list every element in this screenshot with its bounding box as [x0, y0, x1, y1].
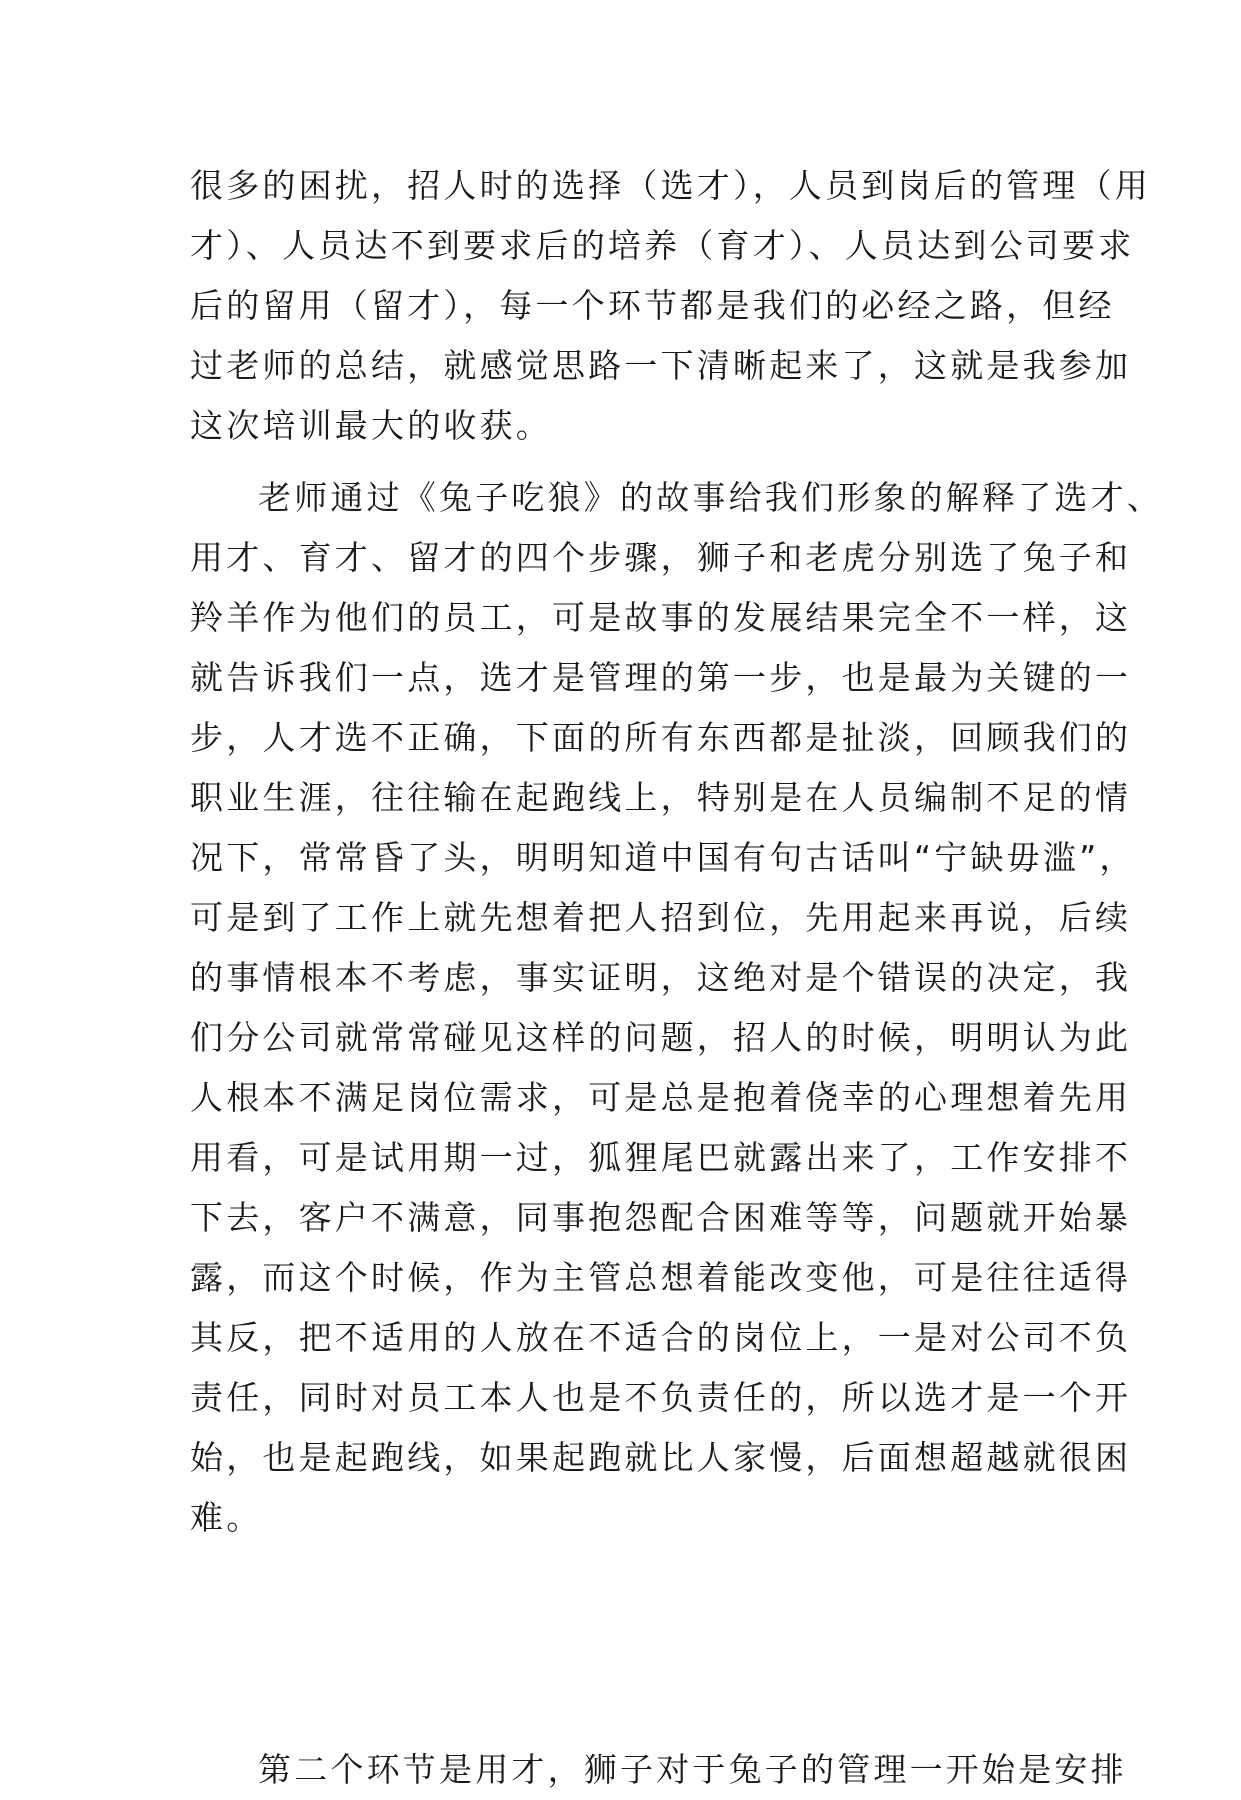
text-line: 职业生涯，往往输在起跑线上，特别是在人员编制不足的情: [190, 778, 1132, 817]
text-line: 步，人才选不正确，下面的所有东西都是扯淡，回顾我们的: [190, 718, 1132, 757]
text-line: 难。: [190, 1498, 263, 1537]
text-line: 可是到了工作上就先想着把人招到位，先用起来再说，后续: [190, 898, 1132, 937]
paragraph-1: [190, 156, 1151, 456]
text-line: 用看，可是试用期一过，狐狸尾巴就露出来了，工作安排不: [190, 1138, 1132, 1177]
text-line: 的事情根本不考虑，事实证明，这绝对是个错误的决定，我: [190, 958, 1132, 997]
paragraph-2: [190, 468, 1163, 1728]
document-body: [190, 156, 1163, 1800]
paragraph-3: [190, 1740, 1127, 1800]
text-line: 才）、人员达不到要求后的培养（育才）、人员达到公司要求: [190, 226, 1135, 265]
text-line: 就告诉我们一点，选才是管理的第一步，也是最为关键的一: [190, 658, 1132, 697]
text-line: 这次培训最大的收获。: [190, 406, 552, 445]
text-line: 老师通过《兔子吃狼》的故事给我们形象的解释了选才、: [258, 478, 1163, 517]
text-line: 下去，客户不满意，同事抱怨配合困难等等，问题就开始暴: [190, 1198, 1132, 1237]
text-line: 露，而这个时候，作为主管总想着能改变他，可是往往适得: [190, 1258, 1132, 1297]
text-line: 人根本不满足岗位需求，可是总是抱着侥幸的心理想着先用: [190, 1078, 1132, 1117]
text-line: [190, 1608, 1050, 1668]
text-line: 始，也是起跑线，如果起跑就比人家慢，后面想超越就很困: [190, 1438, 1132, 1477]
text-line: [190, 1548, 1050, 1608]
text-line: 况下，常常昏了头，明明知道中国有句古话叫“宁缺毋滥”，: [190, 838, 1136, 877]
paragraph-spacer: [190, 1728, 1050, 1740]
text-line: 第二个环节是用才，狮子对于兔子的管理一开始是安排: [258, 1750, 1127, 1789]
text-line: 过老师的总结，就感觉思路一下清晰起来了，这就是我参加: [190, 346, 1132, 385]
text-line: 责任，同时对员工本人也是不负责任的，所以选才是一个开: [190, 1378, 1132, 1417]
text-line: 很多的困扰，招人时的选择（选才），人员到岗后的管理（用: [190, 166, 1151, 205]
text-line: 用才、育才、留才的四个步骤，狮子和老虎分别选了兔子和: [190, 538, 1132, 577]
text-line: [190, 1668, 1050, 1728]
text-line: 们分公司就常常碰见这样的问题，招人的时候，明明认为此: [190, 1018, 1132, 1057]
text-line: 后的留用（留才），每一个环节都是我们的必经之路，但经: [190, 286, 1115, 325]
text-line: 其反，把不适用的人放在不适合的岗位上，一是对公司不负: [190, 1318, 1132, 1357]
paragraph-spacer: [190, 456, 1050, 468]
text-line: 羚羊作为他们的员工，可是故事的发展结果完全不一样，这: [190, 598, 1132, 637]
